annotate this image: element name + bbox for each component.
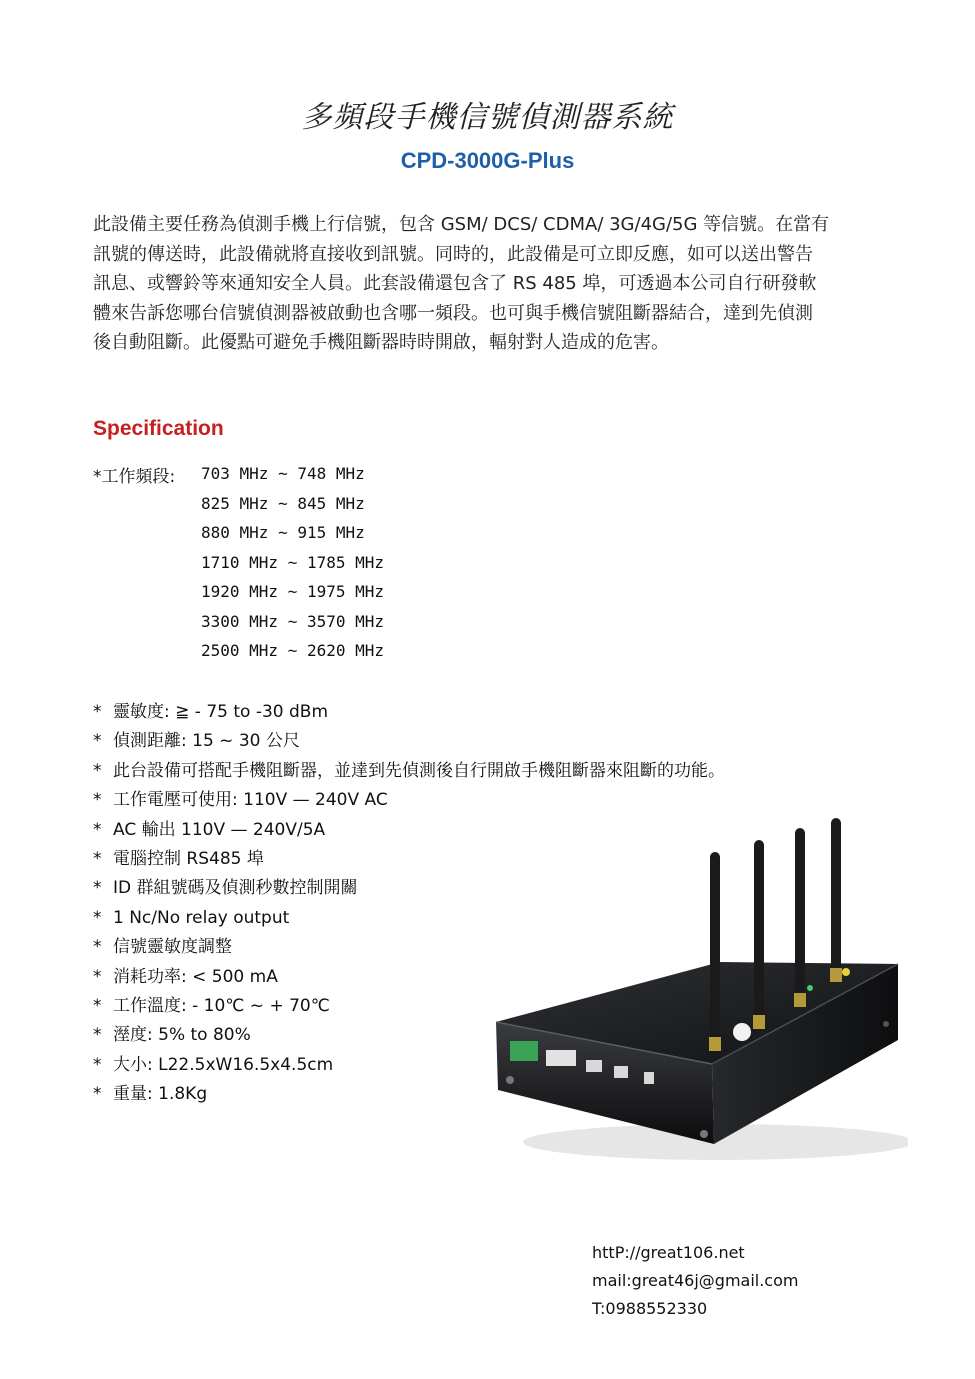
- website-link[interactable]: httP://great106.net: [592, 1243, 745, 1262]
- spec-text: 大小: L22.5xW16.5x4.5cm: [113, 1054, 334, 1075]
- spec-text: 重量: 1.8Kg: [113, 1084, 208, 1105]
- spec-text: 靈敏度: ≧ - 75 to -30 dBm: [113, 702, 329, 722]
- bullet: *: [93, 819, 102, 840]
- bullet: *: [93, 966, 102, 987]
- spec-text: 溼度: 5% to 80%: [113, 1025, 251, 1046]
- spec-text: 工作溫度: - 10℃ ~ + 70℃: [113, 995, 330, 1016]
- phone-number: T:0988552330: [592, 1299, 708, 1318]
- intro-line: 後自動阻斷。此優點可避免手機阻斷器時時開啟，輻射對人造成的危害。: [93, 332, 669, 353]
- intro-paragraph: [93, 210, 893, 358]
- bullet: *: [93, 1084, 102, 1105]
- frequency-item: 1710 MHz ~ 1785 MHz: [201, 552, 385, 572]
- frequency-item: 1920 MHz ~ 1975 MHz: [201, 582, 385, 601]
- model-number: CPD-3000G-Plus: [400, 148, 575, 173]
- frequency-item: 703 MHz ~ 748 MHz: [201, 464, 365, 483]
- intro-line: 體來告訴您哪台信號偵測器被啟動也含哪一頻段。也可與手機信號阻斷器結合，達到先偵測: [93, 302, 813, 324]
- bullet: *: [93, 1025, 102, 1046]
- spec-item: [93, 759, 725, 788]
- intro-line: 訊號的傳送時，此設備就將直接收到訊號。同時的，此設備是可立即反應，如可以送出警告: [93, 243, 813, 265]
- device-photo: [488, 812, 908, 1172]
- freq-label: *工作頻段:: [93, 467, 176, 487]
- bullet: *: [93, 937, 102, 958]
- frequency-item: 880 MHz ~ 915 MHz: [201, 523, 365, 542]
- spec-text: 1 Nc/No relay output: [113, 907, 290, 928]
- bullet: *: [93, 1054, 102, 1075]
- frequency-item: 2500 MHz ~ 2620 MHz: [201, 641, 385, 660]
- bullet: *: [93, 731, 102, 752]
- document-title: 多頻段手機信號偵測器系統: [301, 100, 674, 135]
- spec-text: ID 群組號碼及偵測秒數控制開關: [113, 878, 358, 899]
- spec-text: 消耗功率: < 500 mA: [113, 966, 278, 987]
- intro-line: 此設備主要任務為偵測手機上行信號，包含 GSM/ DCS/ CDMA/ 3G/4G/5G 等信號。在當有: [93, 214, 830, 235]
- spec-text: 偵測距離: 15 ~ 30 公尺: [113, 731, 300, 752]
- spec-text: 工作電壓可使用: 110V — 240V AC: [113, 790, 388, 811]
- spec-text: 此台設備可搭配手機阻斷器，並達到先偵測後自行開啟手機阻斷器來阻斷的功能。: [113, 760, 725, 781]
- bullet: *: [93, 878, 102, 899]
- spec-heading: Specification: [93, 417, 224, 440]
- bullet: *: [93, 907, 102, 928]
- bullet: *: [93, 702, 102, 722]
- frequency-list: [201, 462, 384, 669]
- frequency-item: 3300 MHz ~ 3570 MHz: [201, 611, 385, 631]
- bullet: *: [93, 848, 102, 869]
- spec-item: [93, 729, 725, 758]
- bullet: *: [93, 995, 102, 1016]
- bullet: *: [93, 760, 102, 781]
- spec-text: 信號靈敏度調整: [113, 937, 232, 958]
- email-link[interactable]: mail:great46j@gmail.com: [592, 1271, 799, 1290]
- intro-line: 訊息、或響鈴等來通知安全人員。此套設備還包含了 RS 485 埠，可透過本公司自行研發軟: [93, 273, 817, 294]
- contact-block: [592, 1242, 798, 1326]
- spec-text: 電腦控制 RS485 埠: [113, 848, 264, 869]
- spec-item: [93, 700, 725, 729]
- frequency-item: 825 MHz ~ 845 MHz: [201, 493, 365, 513]
- spec-text: AC 輸出 110V — 240V/5A: [113, 819, 326, 840]
- bullet: *: [93, 790, 102, 811]
